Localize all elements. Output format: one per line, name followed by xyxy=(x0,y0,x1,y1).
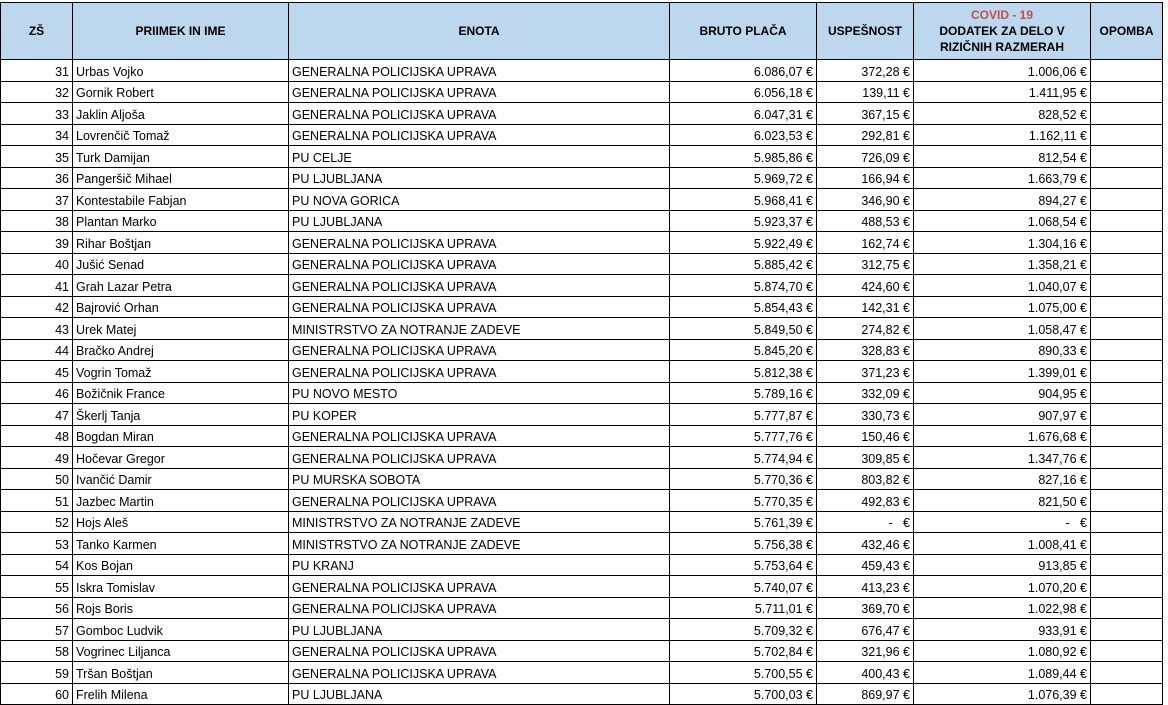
cell-gross: 5.849,50 € xyxy=(670,318,817,340)
cell-zs: 37 xyxy=(1,189,73,211)
cell-zs: 34 xyxy=(1,124,73,146)
cell-zs: 42 xyxy=(1,296,73,318)
cell-unit: PU CELJE xyxy=(289,146,670,168)
table-row xyxy=(1,511,1163,533)
table-row xyxy=(1,683,1163,705)
cell-zs: 41 xyxy=(1,275,73,297)
cell-covid: 1.411,95 € xyxy=(914,81,1091,103)
table-row xyxy=(1,619,1163,641)
cell-name: Iskra Tomislav xyxy=(73,576,289,598)
cell-covid: 890,33 € xyxy=(914,339,1091,361)
cell-note xyxy=(1091,468,1163,490)
cell-gross: 5.968,41 € xyxy=(670,189,817,211)
cell-zs: 57 xyxy=(1,619,73,641)
table-row xyxy=(1,425,1163,447)
cell-zs: 52 xyxy=(1,511,73,533)
cell-unit: GENERALNA POLICIJSKA UPRAVA xyxy=(289,296,670,318)
cell-performance: 328,83 € xyxy=(817,339,914,361)
cell-name: Vogrinec Liljanca xyxy=(73,640,289,662)
table-row xyxy=(1,318,1163,340)
cell-note xyxy=(1091,447,1163,469)
cell-note xyxy=(1091,103,1163,125)
cell-covid: - € xyxy=(914,511,1091,533)
cell-gross: 5.969,72 € xyxy=(670,167,817,189)
cell-zs: 31 xyxy=(1,60,73,82)
table-row xyxy=(1,146,1163,168)
cell-gross: 5.702,84 € xyxy=(670,640,817,662)
cell-zs: 38 xyxy=(1,210,73,232)
header-unit: ENOTA xyxy=(289,3,670,60)
cell-gross: 5.761,39 € xyxy=(670,511,817,533)
cell-performance: 292,81 € xyxy=(817,124,914,146)
cell-unit: GENERALNA POLICIJSKA UPRAVA xyxy=(289,662,670,684)
cell-name: Tanko Karmen xyxy=(73,533,289,555)
cell-note xyxy=(1091,167,1163,189)
table-row xyxy=(1,640,1163,662)
cell-covid: 1.075,00 € xyxy=(914,296,1091,318)
cell-note xyxy=(1091,60,1163,82)
cell-name: Kos Bojan xyxy=(73,554,289,576)
cell-note xyxy=(1091,146,1163,168)
cell-zs: 56 xyxy=(1,597,73,619)
cell-zs: 36 xyxy=(1,167,73,189)
cell-name: Kontestabile Fabjan xyxy=(73,189,289,211)
cell-name: Urek Matej xyxy=(73,318,289,340)
table-row xyxy=(1,490,1163,512)
cell-name: Škerlj Tanja xyxy=(73,404,289,426)
cell-name: Gornik Robert xyxy=(73,81,289,103)
cell-gross: 5.777,76 € xyxy=(670,425,817,447)
cell-performance: 413,23 € xyxy=(817,576,914,598)
cell-performance: 274,82 € xyxy=(817,318,914,340)
cell-covid: 821,50 € xyxy=(914,490,1091,512)
cell-note xyxy=(1091,232,1163,254)
cell-unit: GENERALNA POLICIJSKA UPRAVA xyxy=(289,447,670,469)
cell-name: Hočevar Gregor xyxy=(73,447,289,469)
cell-performance: 371,23 € xyxy=(817,361,914,383)
cell-unit: GENERALNA POLICIJSKA UPRAVA xyxy=(289,60,670,82)
table-row xyxy=(1,167,1163,189)
header-gross: BRUTO PLAČA xyxy=(670,3,817,60)
header-note: OPOMBA xyxy=(1091,3,1163,60)
cell-note xyxy=(1091,361,1163,383)
cell-unit: MINISTRSTVO ZA NOTRANJE ZADEVE xyxy=(289,533,670,555)
cell-gross: 5.753,64 € xyxy=(670,554,817,576)
cell-note xyxy=(1091,253,1163,275)
cell-covid: 1.080,92 € xyxy=(914,640,1091,662)
table-row xyxy=(1,468,1163,490)
cell-zs: 45 xyxy=(1,361,73,383)
cell-performance: - € xyxy=(817,511,914,533)
cell-covid: 1.089,44 € xyxy=(914,662,1091,684)
cell-zs: 40 xyxy=(1,253,73,275)
salary-table xyxy=(0,2,1163,705)
cell-unit: GENERALNA POLICIJSKA UPRAVA xyxy=(289,275,670,297)
cell-covid: 1.022,98 € xyxy=(914,597,1091,619)
cell-covid: 1.162,11 € xyxy=(914,124,1091,146)
cell-covid: 904,95 € xyxy=(914,382,1091,404)
cell-performance: 400,43 € xyxy=(817,662,914,684)
cell-gross: 5.709,32 € xyxy=(670,619,817,641)
cell-unit: GENERALNA POLICIJSKA UPRAVA xyxy=(289,597,670,619)
cell-unit: GENERALNA POLICIJSKA UPRAVA xyxy=(289,253,670,275)
cell-zs: 48 xyxy=(1,425,73,447)
header-performance: USPEŠNOST xyxy=(817,3,914,60)
cell-unit: GENERALNA POLICIJSKA UPRAVA xyxy=(289,640,670,662)
cell-gross: 5.770,36 € xyxy=(670,468,817,490)
cell-name: Gomboc Ludvik xyxy=(73,619,289,641)
cell-covid: 1.006,06 € xyxy=(914,60,1091,82)
cell-covid: 933,91 € xyxy=(914,619,1091,641)
cell-name: Tršan Boštjan xyxy=(73,662,289,684)
cell-name: Ivančić Damir xyxy=(73,468,289,490)
cell-unit: GENERALNA POLICIJSKA UPRAVA xyxy=(289,81,670,103)
cell-unit: MINISTRSTVO ZA NOTRANJE ZADEVE xyxy=(289,318,670,340)
cell-covid: 1.076,39 € xyxy=(914,683,1091,705)
cell-unit: PU LJUBLJANA xyxy=(289,619,670,641)
cell-name: Božičnik France xyxy=(73,382,289,404)
cell-gross: 6.047,31 € xyxy=(670,103,817,125)
cell-performance: 432,46 € xyxy=(817,533,914,555)
cell-zs: 59 xyxy=(1,662,73,684)
cell-gross: 5.845,20 € xyxy=(670,339,817,361)
cell-zs: 53 xyxy=(1,533,73,555)
cell-zs: 50 xyxy=(1,468,73,490)
cell-performance: 309,85 € xyxy=(817,447,914,469)
cell-gross: 5.923,37 € xyxy=(670,210,817,232)
cell-name: Bogdan Miran xyxy=(73,425,289,447)
cell-zs: 55 xyxy=(1,576,73,598)
cell-performance: 367,15 € xyxy=(817,103,914,125)
cell-performance: 869,97 € xyxy=(817,683,914,705)
table-row xyxy=(1,533,1163,555)
cell-note xyxy=(1091,210,1163,232)
cell-zs: 32 xyxy=(1,81,73,103)
cell-performance: 459,43 € xyxy=(817,554,914,576)
cell-covid: 827,16 € xyxy=(914,468,1091,490)
cell-note xyxy=(1091,404,1163,426)
cell-unit: GENERALNA POLICIJSKA UPRAVA xyxy=(289,232,670,254)
cell-name: Jušić Senad xyxy=(73,253,289,275)
cell-gross: 5.777,87 € xyxy=(670,404,817,426)
table-row xyxy=(1,576,1163,598)
cell-covid: 1.663,79 € xyxy=(914,167,1091,189)
cell-zs: 51 xyxy=(1,490,73,512)
cell-performance: 312,75 € xyxy=(817,253,914,275)
cell-gross: 5.922,49 € xyxy=(670,232,817,254)
cell-unit: PU KOPER xyxy=(289,404,670,426)
table-row xyxy=(1,60,1163,82)
cell-note xyxy=(1091,662,1163,684)
cell-zs: 44 xyxy=(1,339,73,361)
table-row xyxy=(1,81,1163,103)
cell-note xyxy=(1091,683,1163,705)
cell-name: Grah Lazar Petra xyxy=(73,275,289,297)
table-row xyxy=(1,662,1163,684)
cell-unit: PU NOVA GORICA xyxy=(289,189,670,211)
cell-note xyxy=(1091,382,1163,404)
cell-name: Frelih Milena xyxy=(73,683,289,705)
cell-unit: PU MURSKA SOBOTA xyxy=(289,468,670,490)
cell-note xyxy=(1091,81,1163,103)
cell-name: Vogrin Tomaž xyxy=(73,361,289,383)
cell-performance: 332,09 € xyxy=(817,382,914,404)
cell-unit: PU KRANJ xyxy=(289,554,670,576)
cell-performance: 142,31 € xyxy=(817,296,914,318)
table-row xyxy=(1,232,1163,254)
table-row xyxy=(1,339,1163,361)
table-row xyxy=(1,361,1163,383)
cell-gross: 5.812,38 € xyxy=(670,361,817,383)
cell-note xyxy=(1091,425,1163,447)
header-covid-subtitle: DODATEK ZA DELO V RIZIČNIH RAZMERAH xyxy=(939,24,1065,54)
cell-covid: 1.070,20 € xyxy=(914,576,1091,598)
cell-unit: GENERALNA POLICIJSKA UPRAVA xyxy=(289,490,670,512)
cell-zs: 46 xyxy=(1,382,73,404)
cell-gross: 5.874,70 € xyxy=(670,275,817,297)
cell-performance: 150,46 € xyxy=(817,425,914,447)
header-name: PRIIMEK IN IME xyxy=(73,3,289,60)
table-row xyxy=(1,253,1163,275)
cell-performance: 346,90 € xyxy=(817,189,914,211)
cell-performance: 372,28 € xyxy=(817,60,914,82)
cell-gross: 5.700,55 € xyxy=(670,662,817,684)
cell-note xyxy=(1091,576,1163,598)
cell-performance: 139,11 € xyxy=(817,81,914,103)
cell-note xyxy=(1091,533,1163,555)
table-row xyxy=(1,189,1163,211)
cell-unit: PU LJUBLJANA xyxy=(289,210,670,232)
cell-performance: 726,09 € xyxy=(817,146,914,168)
cell-zs: 35 xyxy=(1,146,73,168)
cell-covid: 1.068,54 € xyxy=(914,210,1091,232)
cell-zs: 49 xyxy=(1,447,73,469)
cell-performance: 676,47 € xyxy=(817,619,914,641)
cell-gross: 5.740,07 € xyxy=(670,576,817,598)
cell-performance: 492,83 € xyxy=(817,490,914,512)
cell-note xyxy=(1091,640,1163,662)
cell-unit: PU NOVO MESTO xyxy=(289,382,670,404)
cell-covid: 812,54 € xyxy=(914,146,1091,168)
cell-gross: 5.854,43 € xyxy=(670,296,817,318)
cell-covid: 1.676,68 € xyxy=(914,425,1091,447)
cell-zs: 33 xyxy=(1,103,73,125)
cell-covid: 1.304,16 € xyxy=(914,232,1091,254)
cell-name: Bajrović Orhan xyxy=(73,296,289,318)
table-row xyxy=(1,597,1163,619)
cell-unit: GENERALNA POLICIJSKA UPRAVA xyxy=(289,124,670,146)
cell-note xyxy=(1091,124,1163,146)
cell-gross: 5.711,01 € xyxy=(670,597,817,619)
cell-performance: 803,82 € xyxy=(817,468,914,490)
cell-unit: MINISTRSTVO ZA NOTRANJE ZADEVE xyxy=(289,511,670,533)
table-row xyxy=(1,404,1163,426)
cell-unit: PU LJUBLJANA xyxy=(289,683,670,705)
cell-unit: GENERALNA POLICIJSKA UPRAVA xyxy=(289,576,670,598)
cell-gross: 6.023,53 € xyxy=(670,124,817,146)
cell-zs: 58 xyxy=(1,640,73,662)
cell-covid: 1.399,01 € xyxy=(914,361,1091,383)
cell-name: Rihar Boštjan xyxy=(73,232,289,254)
cell-covid: 828,52 € xyxy=(914,103,1091,125)
cell-gross: 5.885,42 € xyxy=(670,253,817,275)
cell-unit: GENERALNA POLICIJSKA UPRAVA xyxy=(289,339,670,361)
cell-name: Plantan Marko xyxy=(73,210,289,232)
cell-note xyxy=(1091,318,1163,340)
table-row xyxy=(1,296,1163,318)
cell-note xyxy=(1091,597,1163,619)
header-covid-title: COVID - 19 xyxy=(970,8,1033,22)
table-row xyxy=(1,447,1163,469)
cell-performance: 330,73 € xyxy=(817,404,914,426)
cell-name: Bračko Andrej xyxy=(73,339,289,361)
cell-unit: GENERALNA POLICIJSKA UPRAVA xyxy=(289,425,670,447)
table-body xyxy=(1,60,1163,705)
cell-note xyxy=(1091,490,1163,512)
cell-covid: 894,27 € xyxy=(914,189,1091,211)
cell-gross: 6.086,07 € xyxy=(670,60,817,82)
cell-covid: 1.358,21 € xyxy=(914,253,1091,275)
cell-unit: GENERALNA POLICIJSKA UPRAVA xyxy=(289,361,670,383)
cell-unit: PU LJUBLJANA xyxy=(289,167,670,189)
table-header xyxy=(1,3,1163,60)
cell-unit: GENERALNA POLICIJSKA UPRAVA xyxy=(289,103,670,125)
cell-zs: 54 xyxy=(1,554,73,576)
cell-zs: 43 xyxy=(1,318,73,340)
cell-gross: 5.789,16 € xyxy=(670,382,817,404)
cell-gross: 5.985,86 € xyxy=(670,146,817,168)
cell-performance: 166,94 € xyxy=(817,167,914,189)
cell-note xyxy=(1091,275,1163,297)
cell-name: Jaklin Aljoša xyxy=(73,103,289,125)
header-covid xyxy=(914,3,1091,60)
cell-name: Lovrenčič Tomaž xyxy=(73,124,289,146)
cell-note xyxy=(1091,189,1163,211)
cell-note xyxy=(1091,511,1163,533)
cell-gross: 5.774,94 € xyxy=(670,447,817,469)
cell-name: Urbas Vojko xyxy=(73,60,289,82)
table-row xyxy=(1,554,1163,576)
cell-note xyxy=(1091,339,1163,361)
cell-covid: 1.040,07 € xyxy=(914,275,1091,297)
cell-performance: 488,53 € xyxy=(817,210,914,232)
cell-note xyxy=(1091,619,1163,641)
cell-name: Hojs Aleš xyxy=(73,511,289,533)
table-row xyxy=(1,124,1163,146)
cell-performance: 162,74 € xyxy=(817,232,914,254)
table-row xyxy=(1,210,1163,232)
cell-gross: 5.770,35 € xyxy=(670,490,817,512)
cell-note xyxy=(1091,554,1163,576)
cell-covid: 1.058,47 € xyxy=(914,318,1091,340)
cell-name: Turk Damijan xyxy=(73,146,289,168)
table-row xyxy=(1,103,1163,125)
cell-zs: 39 xyxy=(1,232,73,254)
cell-performance: 321,96 € xyxy=(817,640,914,662)
header-zs: ZŠ xyxy=(1,3,73,60)
cell-name: Pangeršič Mihael xyxy=(73,167,289,189)
cell-covid: 1.008,41 € xyxy=(914,533,1091,555)
cell-gross: 5.700,03 € xyxy=(670,683,817,705)
cell-zs: 47 xyxy=(1,404,73,426)
cell-gross: 6.056,18 € xyxy=(670,81,817,103)
cell-covid: 1.347,76 € xyxy=(914,447,1091,469)
cell-performance: 369,70 € xyxy=(817,597,914,619)
cell-covid: 907,97 € xyxy=(914,404,1091,426)
cell-name: Jazbec Martin xyxy=(73,490,289,512)
cell-zs: 60 xyxy=(1,683,73,705)
table-row xyxy=(1,382,1163,404)
cell-gross: 5.756,38 € xyxy=(670,533,817,555)
table-row xyxy=(1,275,1163,297)
cell-name: Rojs Boris xyxy=(73,597,289,619)
cell-performance: 424,60 € xyxy=(817,275,914,297)
cell-covid: 913,85 € xyxy=(914,554,1091,576)
cell-note xyxy=(1091,296,1163,318)
